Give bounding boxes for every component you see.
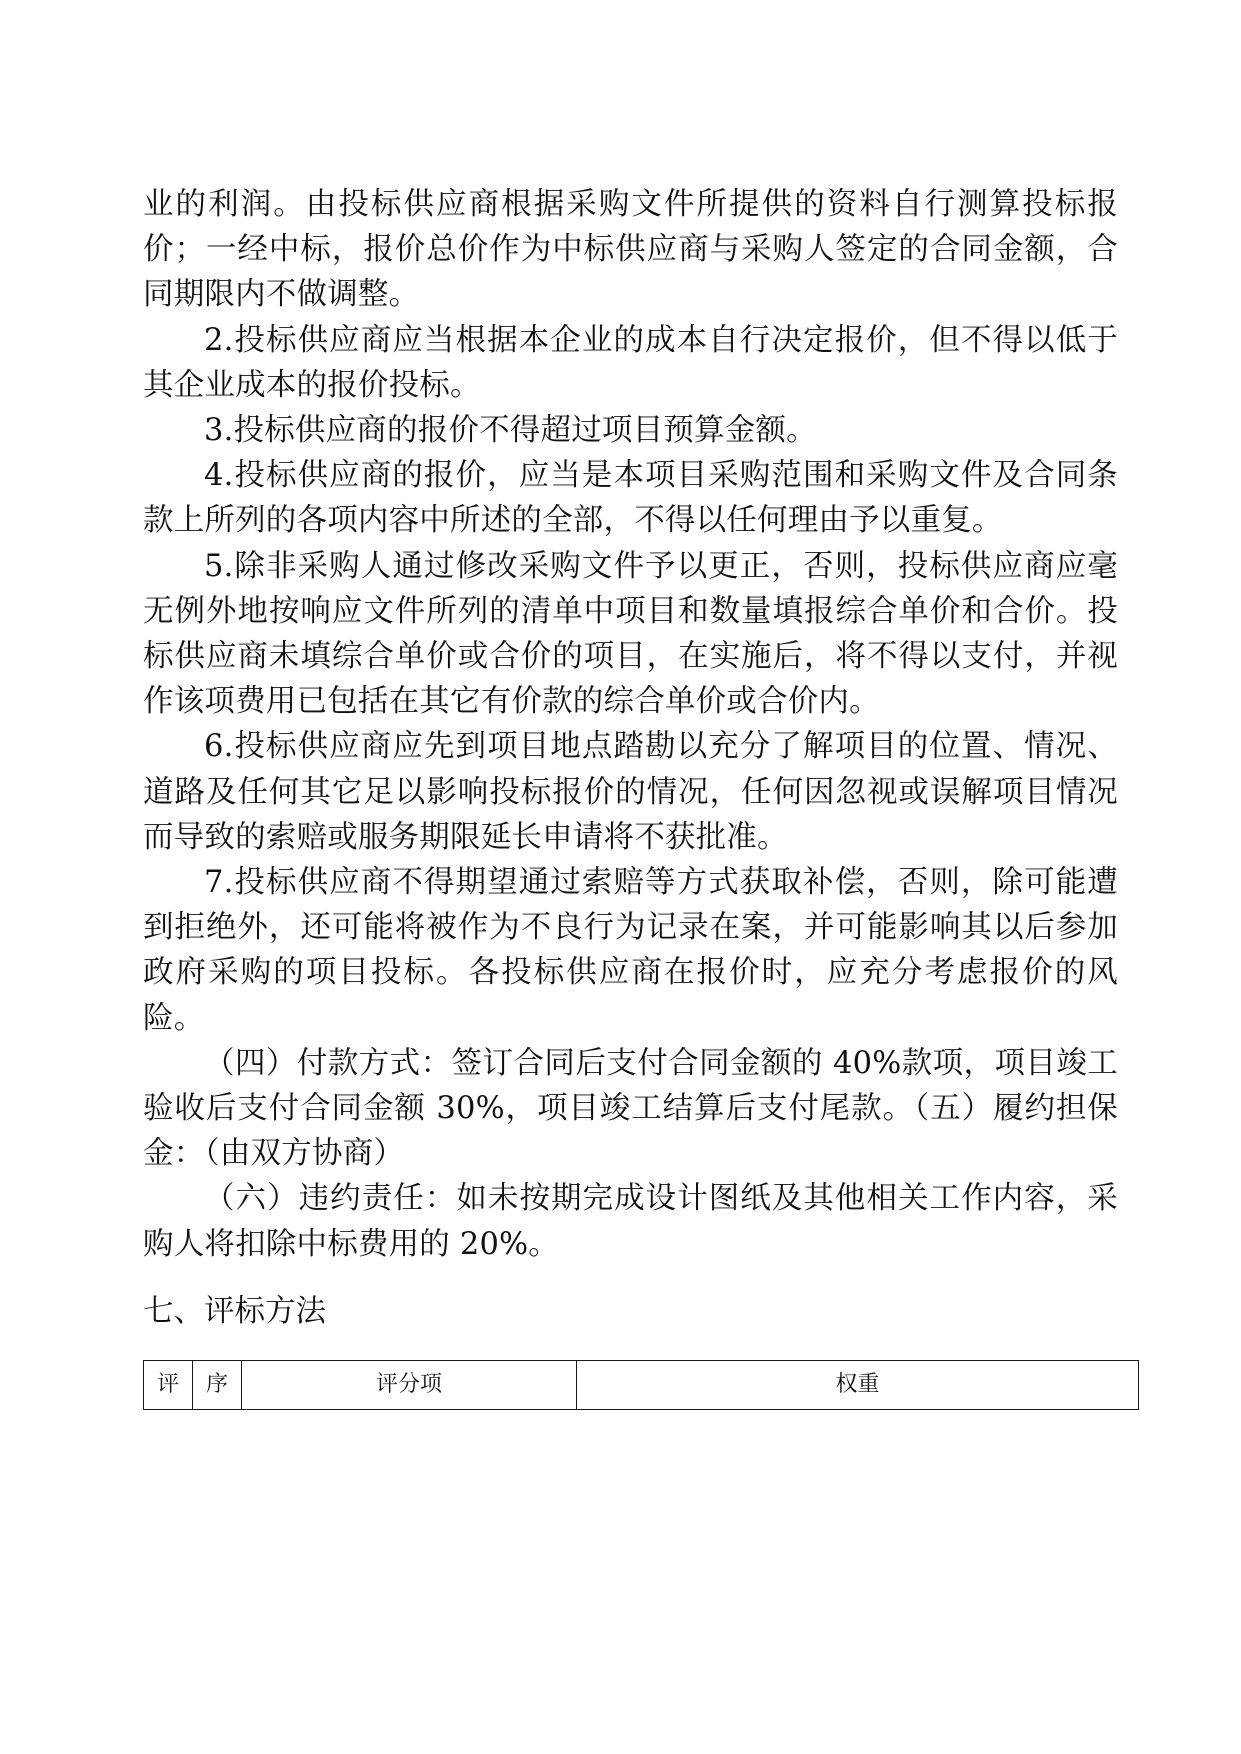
paragraph-continued-profit: 业的利润。由投标供应商根据采购文件所提供的资料自行测算投标报价；一经中标，报价总价作为中标供应商与采购人签定的合同金额，合同期限内不做调整。	[143, 187, 1118, 313]
paragraph-item-6: 6.投标供应商应先到项目地点踏勘以充分了解项目的位置、情况、道路及任何其它足以影响投标报价的情况，任何因忽视或误解项目情况而导致的索赔或服务期限延长申请将不获批准。	[143, 729, 1118, 855]
paragraph-item-7: 7.投标供应商不得期望通过索赔等方式获取补偿，否则，除可能遭到拒绝外，还可能将被作为不良行为记录在案，并可能影响其以后参加政府采购的项目投标。各投标供应商在报价时，应充分考虑报价的风险。	[143, 865, 1118, 1036]
paragraph-item-4: 4.投标供应商的报价，应当是本项目采购范围和采购文件及合同条款上所列的各项内容中所述的全部，不得以任何理由予以重复。	[143, 458, 1118, 539]
paragraph-item-5: 5.除非采购人通过修改采购文件予以更正，否则，投标供应商应毫无例外地按响应文件所列的清单中项目和数量填报综合单价和合价。投标供应商未填综合单价或合价的项目，在实施后，将不得以支付，并视作该项费用已包括在其它有价款的综合单价或合价内。	[143, 548, 1118, 720]
table-header-cell-order: 序	[193, 1361, 242, 1410]
table-header-cell-weight: 权重	[577, 1361, 1139, 1410]
spacer-before-heading	[143, 1267, 1118, 1289]
spacer-before-table	[143, 1334, 1118, 1360]
page-content	[143, 182, 1118, 1410]
table-header-cell-scoring-item: 评分项	[242, 1361, 577, 1410]
scoring-table	[143, 1360, 1139, 1410]
table-header-row	[144, 1361, 1139, 1410]
paragraph-item-3: 3.投标供应商的报价不得超过项目预算金额。	[204, 413, 817, 449]
paragraph-breach-liability: （六）违约责任：如未按期完成设计图纸及其他相关工作内容，采购人将扣除中标费用的 20%。	[143, 1181, 1118, 1262]
table-header-cell-review: 评	[144, 1361, 193, 1410]
section-heading-evaluation-method: 七、评标方法	[143, 1293, 326, 1329]
paragraph-item-2: 2.投标供应商应当根据本企业的成本自行决定报价，但不得以低于其企业成本的报价投标。	[143, 322, 1118, 403]
paragraph-payment-method: （四）付款方式：签订合同后支付合同金额的 40%款项，项目竣工验收后支付合同金额 30%，项目竣工结算后支付尾款。（五）履约担保金：（由双方协商）	[143, 1045, 1118, 1172]
